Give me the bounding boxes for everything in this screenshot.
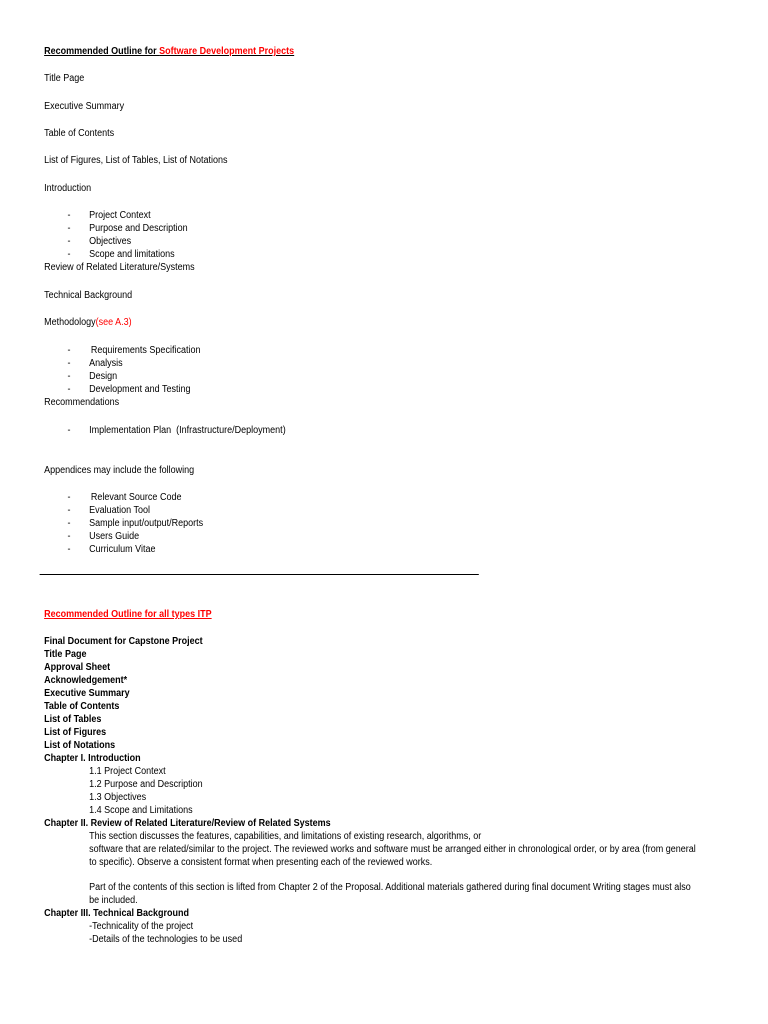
chapter2-paragraph-line: This section discusses the features, capabilities, and limitations of existing research, algorithms, or [89, 831, 482, 842]
intro-subitem [68, 222, 188, 235]
dash: - [67, 492, 71, 503]
chapter1-subitem: 1.2 Purpose and Description [89, 779, 203, 790]
dash: - [67, 518, 71, 529]
chapter2-paragraph-line: Part of the contents of this section is lifted from Chapter 2 of the Proposal. Additional materials gathered during final document Writing stages must also [89, 882, 691, 893]
chapter3-heading: Chapter III. Technical Background [44, 908, 189, 919]
appendix-subitem-label: Evaluation Tool [89, 505, 150, 516]
methodology-subitem-label: Design [89, 371, 118, 382]
methodology-note: (see A.3) [95, 317, 132, 328]
chapter2-paragraph-line: be included. [89, 895, 138, 906]
appendix-subitem [68, 491, 182, 504]
capstone-item: Final Document for Capstone Project [44, 636, 203, 647]
appendix-subitem [68, 543, 156, 556]
dash: - [67, 505, 71, 516]
intro-subitem-label: Project Context [89, 210, 151, 221]
title-page-item: Title Page [44, 73, 85, 84]
capstone-item: Table of Contents [44, 701, 120, 712]
chapter3-subitem: -Technicality of the project [89, 921, 194, 932]
chapter2-paragraph-line: to specific). Observe a consistent format when presenting each of the reviewed works. [89, 857, 433, 868]
intro-subitem [68, 209, 151, 222]
chapter2-paragraph-line: software that are related/similar to the project. The reviewed works and software must be arranged either in chronological order, or by area (from general [89, 844, 696, 855]
review-item: Review of Related Literature/Systems [44, 262, 195, 273]
dash: - [67, 223, 71, 234]
table-of-contents-item: Table of Contents [44, 128, 115, 139]
methodology-subitem [68, 357, 123, 370]
appendix-subitem-label: Sample input/output/Reports [89, 518, 204, 529]
intro-subitem [68, 248, 175, 261]
recommendation-subitem [68, 424, 286, 437]
dash: - [67, 425, 71, 436]
methodology-item [44, 316, 132, 329]
intro-subitem-label: Purpose and Description [89, 223, 188, 234]
appendix-subitem [68, 504, 150, 517]
capstone-item: List of Figures [44, 727, 107, 738]
section1-heading [44, 45, 294, 58]
capstone-item: Acknowledgement* [44, 675, 128, 686]
technical-background-item: Technical Background [44, 290, 133, 301]
appendices-item: Appendices may include the following [44, 465, 195, 476]
capstone-item: Title Page [44, 649, 87, 660]
methodology-subitem [68, 370, 118, 383]
capstone-item: Approval Sheet [44, 662, 111, 673]
capstone-item: Executive Summary [44, 688, 130, 699]
methodology-subitem [68, 383, 191, 396]
appendix-subitem [68, 530, 140, 543]
dash: - [67, 384, 71, 395]
dash: - [67, 371, 71, 382]
chapter1-heading: Chapter I. Introduction [44, 753, 141, 764]
section1-heading-highlight: Software Development Projects [159, 46, 295, 57]
recommendation-subitem-label: Implementation Plan (Infrastructure/Deployment) [89, 425, 286, 436]
chapter1-subitem: 1.4 Scope and Limitations [89, 805, 193, 816]
dash: - [67, 236, 71, 247]
chapter1-subitem: 1.3 Objectives [89, 792, 147, 803]
intro-subitem-label: Scope and limitations [89, 249, 175, 260]
capstone-item: List of Notations [44, 740, 116, 751]
chapter2-heading: Chapter II. Review of Related Literature/Review of Related Systems [44, 818, 331, 829]
capstone-item: List of Tables [44, 714, 102, 725]
methodology-subitem-label: Analysis [89, 358, 123, 369]
dash: - [67, 345, 71, 356]
methodology-subitem-label: Requirements Specification [90, 345, 201, 356]
section1-heading-prefix: Recommended Outline for [44, 46, 160, 57]
methodology-subitem [68, 344, 201, 357]
section-divider [40, 574, 479, 575]
dash: - [67, 531, 71, 542]
dash: - [67, 358, 71, 369]
dash: - [67, 544, 71, 555]
introduction-item: Introduction [44, 183, 92, 194]
appendix-subitem-label: Relevant Source Code [90, 492, 182, 503]
appendix-subitem-label: Curriculum Vitae [89, 544, 156, 555]
methodology-label: Methodology [44, 317, 96, 328]
intro-subitem [68, 235, 132, 248]
appendix-subitem [68, 517, 204, 530]
dash: - [67, 210, 71, 221]
section2-heading: Recommended Outline for all types ITP [44, 609, 212, 620]
recommendations-item: Recommendations [44, 397, 120, 408]
lists-item: List of Figures, List of Tables, List of Notations [44, 155, 228, 166]
executive-summary-item: Executive Summary [44, 101, 125, 112]
dash: - [67, 249, 71, 260]
chapter1-subitem: 1.1 Project Context [89, 766, 166, 777]
appendix-subitem-label: Users Guide [89, 531, 140, 542]
chapter3-subitem: -Details of the technologies to be used [89, 934, 243, 945]
methodology-subitem-label: Development and Testing [89, 384, 191, 395]
intro-subitem-label: Objectives [89, 236, 132, 247]
